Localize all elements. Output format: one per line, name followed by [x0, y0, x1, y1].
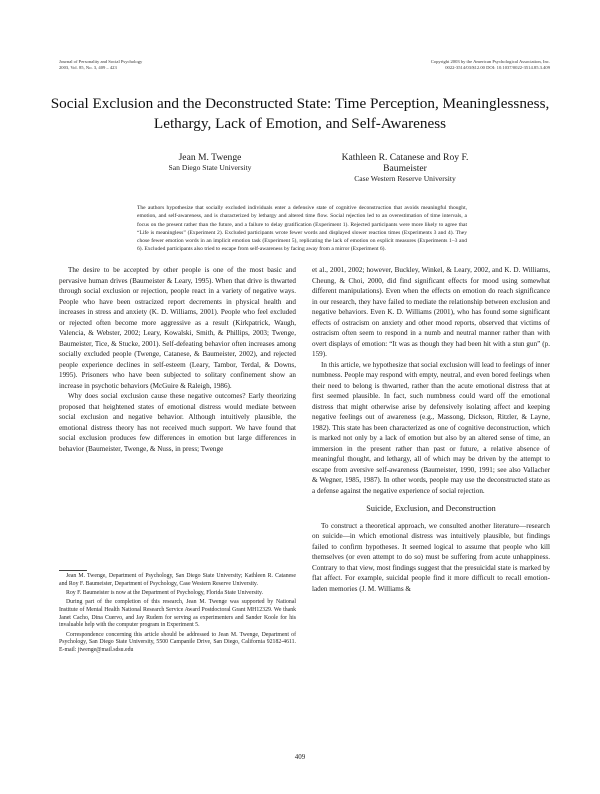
copyright-header — [431, 59, 550, 70]
body-column-right — [312, 265, 550, 594]
journal-volume: 2003, Vol. 85, No. 3, 409 – 423 — [59, 64, 117, 70]
author-affiliation: Case Western Reserve University — [354, 174, 456, 183]
body-paragraph: Why does social exclusion cause these negative outcomes? Early theorizing proposed that heightened states of emotional distress would mediate between social exclusion and negative behavior. Although intuitively plausible, the emotional distress theory has not received much support. We have found that social exclusion produces few differences in emotion but large differences in behavior (Baumeister, Twenge, & Nuss, in press; Twenge — [59, 392, 296, 453]
body-paragraph: et al., 2001, 2002; however, Buckley, Winkel, & Leary, 2002, and K. D. Williams, Cheung, & Choi, 2000, did find significant effects for mood using somewhat different manipulations). Even when the effects on emotion do reach significance in our research, they have failed to mediate the relationship between exclusion and negative behaviors. Even K. D. Williams (2001), who has found some significant effects of ostracism on anxiety and other mood reports, observed that victims of ostracism often seem to respond in a numb and neutral manner rather than with overt displays of emotion: “It was as though they had been hit with a stun gun” (p. 159). — [312, 266, 550, 358]
author-name: Jean M. Twenge — [178, 152, 242, 163]
journal-name: Journal of Personality and Social Psychology — [59, 59, 143, 64]
journal-header — [59, 59, 142, 70]
article-title: Social Exclusion and the Deconstructed State: Time Perception, Meaninglessness, Lethargy, Lack of Emotion, and Self-Awareness — [50, 95, 550, 132]
doi-line: 0022-3514/03/$12.00 DOI: 10.1037/0022-3514.85.3.409 — [445, 64, 550, 70]
author-affiliation: San Diego State University — [168, 163, 252, 172]
author-block-1 — [140, 152, 280, 173]
author-note: During part of the completion of this research, Jean M. Twenge was supported by National Institute of Mental Health National Research Service Award Postdoctoral Grant MH12329. We thank Janet Cacho, Dina Cuervo, and Jay Rudem for serving as experimenters and Sander Koole for his invaluable help with the computer program in Experiment 5. — [59, 599, 296, 629]
page-number: 409 — [294, 753, 306, 761]
body-paragraph: In this article, we hypothesize that social exclusion will lead to feelings of inner numbness. People may respond with empty, neutral, and even bored feelings when their need to belong is thwarted, rather than the acute emotional distress that at first seemed plausible. In fact, such numbness could ward off the emotional distress that might otherwise arise by defensively isolating affect and keeping negative feelings out of awareness (e.g., Massong, Dickson, Ritzler, & Layne, 1982). This state has been characterized as one of cognitive deconstruction, which is marked not only by a lack of emotion but also by an altered sense of time, an immersion in the present rather than past or future, a relative absence of meaningful thought, and lethargy, all of which may be driven by the attempt to escape from aversive self-awareness (Baumeister, 1990, 1991; see also Vallacher & Wegner, 1985, 1987). In other words, people may use the deconstructed state as a defense against the negative experience of social rejection. — [312, 360, 550, 495]
author-note: Jean M. Twenge, Department of Psychology, San Diego State University; Kathleen R. Catanese and Roy F. Baumeister, Department of Psychology, Case Western Reserve University. — [59, 573, 296, 587]
footnote-divider — [59, 570, 87, 571]
copyright-line: Copyright 2003 by the American Psychological Association, Inc. — [430, 59, 550, 64]
author-note: Roy F. Baumeister is now at the Department of Psychology, Florida State University. — [66, 589, 263, 596]
author-notes — [59, 573, 296, 656]
author-name: Kathleen R. Catanese and Roy F. Baumeister — [341, 152, 469, 174]
author-block-2 — [320, 152, 490, 184]
author-note: Correspondence concerning this article should be addressed to Jean M. Twenge, Department of Psychology, San Diego State University, 5500 Campanile Drive, San Diego, California 92182-4611. E-mail: jtwenge@mail.sdsu.edu — [59, 631, 296, 653]
body-column-left — [59, 265, 296, 454]
abstract: The authors hypothesize that socially excluded individuals enter a defensive state of cognitive deconstruction that avoids meaningful thought, emotion, and self-awareness, and is characterized by lethargy and altered time flow. Social rejection led to an overestimation of time intervals, a focus on the present rather than the future, and a failure to delay gratification (Experiment 1). Rejected participants were more likely to agree that “Life is meaningless” (Experiment 2). Excluded participants wrote fewer words and displayed slower reaction times (Experiments 3 and 4). They chose fewer emotion words in an implicit emotion task (Experiment 5), replicating the lack of emotion on explicit measures (Experiments 1–3 and 6). Excluded participants also tried to escape from self-awareness by facing away from a mirror (Experiment 6). — [137, 205, 467, 253]
section-heading: Suicide, Exclusion, and Deconstruction — [366, 504, 496, 513]
body-paragraph: To construct a theoretical approach, we consulted another literature—research on suicide—in which emotional distress was intuitively plausible, but findings failed to confirm hypotheses. It seemed logical to assume that people who kill themselves (or even attempt to do so) must be suffering from acute unhappiness. Contrary to that view, most findings suggest that the presuicidal state is marked by flat affect. For example, suicidal people find it more difficult to recall emotion-laden memories (J. M. Williams & — [312, 521, 550, 593]
body-paragraph: The desire to be accepted by other people is one of the most basic and pervasive human drives (Baumeister & Leary, 1995). When that drive is thwarted through social exclusion or rejection, people react in a variety of negative ways. People who have been ostracized report decrements in physical health and increases in stress and anxiety (K. D. Williams, 2001). People who feel excluded or rejected often become more aggressive as a result (Kirkpatrick, Waugh, Valencia, & Webster, 2002; Leary, Kowalski, Smith, & Phillips, 2003; Twenge, Baumeister, Tice, & Stucke, 2001). Self-defeating behavior often increases among socially excluded people (Twenge, Catanese, & Baumeister, 2002), and rejected people experience declines in self-esteem (Leary, Tambor, Terdal, & Downs, 1995). Prisoners who have been subjected to solitary confinement show an increase in psychotic behaviors (McGuire & Raleigh, 1986). — [59, 266, 296, 390]
